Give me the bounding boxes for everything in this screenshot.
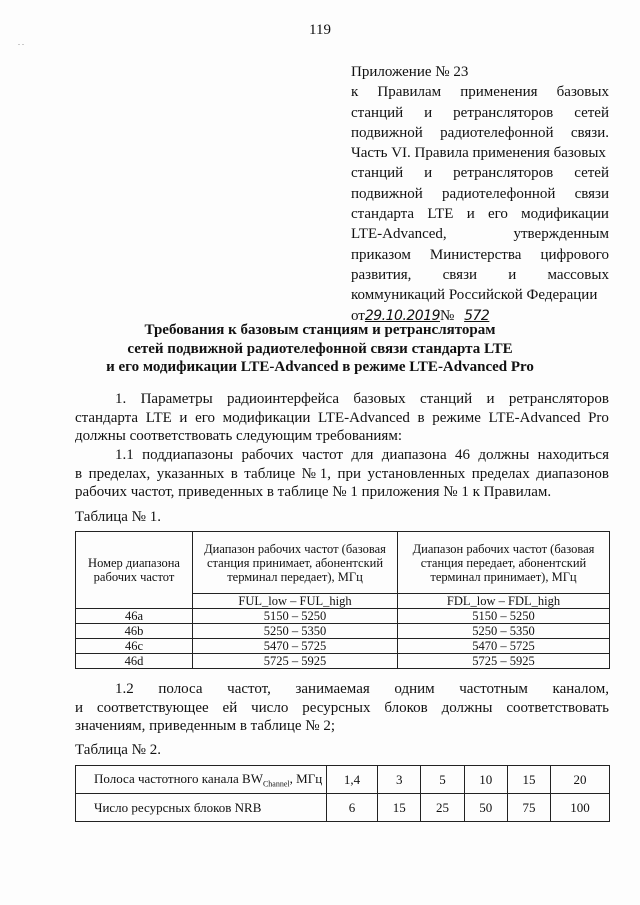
word: 1.1 — [115, 447, 134, 463]
paragraph-line — [75, 409, 609, 428]
paragraph-2 — [75, 446, 609, 502]
table-row — [76, 794, 610, 822]
word: LTE — [145, 409, 172, 426]
word: частот, — [227, 681, 271, 697]
word: цифрового — [540, 246, 609, 263]
word: соответствовать — [506, 699, 609, 716]
word: радиотелефонной — [440, 124, 554, 141]
word: блоков — [384, 699, 428, 716]
paragraph-line — [75, 465, 609, 484]
label-text: , МГц — [289, 770, 323, 786]
word: при — [337, 465, 362, 482]
appendix-line — [351, 265, 609, 285]
word: ретрансляторов — [453, 165, 554, 182]
word: подвижной — [351, 124, 423, 141]
title-line: и его модификации LTE-Advanced в режиме LTE-Advanced Pro — [106, 359, 534, 375]
word: радиотелефонной — [441, 185, 556, 202]
word: одним — [394, 681, 435, 697]
row-label-resource-blocks: Число ресурсных блоков NRB — [76, 794, 327, 822]
title-line: сетей подвижной радиотелефонной связи стандарта LTE — [127, 340, 513, 357]
table-1-caption: Таблица № 1. — [75, 509, 161, 525]
cell-dl: 5150 – 5250 — [398, 609, 610, 624]
cell-value: 6 — [327, 794, 378, 822]
header-band: Номер диапазона рабочих частот — [76, 532, 193, 609]
word: модификации — [222, 409, 311, 426]
word: стандарта — [351, 206, 415, 223]
appendix-line — [351, 82, 609, 102]
word: развития, — [351, 266, 412, 283]
word: должны — [441, 699, 493, 716]
word: модификации — [521, 206, 609, 223]
document-title — [60, 321, 580, 377]
cell-ul: 5470 – 5725 — [193, 639, 398, 654]
word: приказом — [351, 246, 411, 263]
word: занимаемая — [295, 681, 370, 697]
number-prefix: № — [440, 307, 455, 324]
word: сетей — [574, 165, 609, 182]
word: диапазонов — [536, 465, 609, 482]
word: и — [424, 165, 433, 182]
cell-ul: 5725 – 5925 — [193, 654, 398, 669]
word: и — [75, 699, 84, 716]
word: установленных — [367, 465, 466, 482]
table-row — [76, 609, 610, 624]
word: базовых — [353, 391, 406, 407]
table-row — [76, 766, 610, 794]
cell-value: 5 — [421, 766, 464, 794]
subheader-ul: FUL_low – FUL_high — [193, 594, 398, 609]
word: LTE — [427, 206, 454, 223]
word: станций — [351, 165, 404, 182]
paragraph-3 — [75, 680, 609, 736]
cell-band: 46d — [76, 654, 193, 669]
word: и — [486, 391, 495, 407]
word: соответствующее — [96, 699, 209, 716]
word: 1.2 — [115, 681, 134, 697]
word: таблице — [244, 465, 296, 482]
word: в — [417, 409, 425, 426]
word: находиться — [537, 447, 609, 463]
table-header-row — [76, 532, 610, 594]
header-dl: Диапазон рабочих частот (базовая станция передает, абонентский терминал принимает), МГц — [398, 532, 610, 594]
table-row — [76, 654, 610, 669]
word: ретрансляторов — [508, 391, 609, 407]
cell-band: 46a — [76, 609, 193, 624]
word: в — [230, 465, 238, 482]
word: каналом, — [552, 681, 609, 697]
appendix-line — [351, 204, 609, 224]
cell-value: 10 — [464, 766, 507, 794]
table-1 — [75, 531, 610, 669]
paragraph-line — [75, 699, 609, 718]
table-2 — [75, 765, 610, 822]
word: указанных — [156, 465, 225, 482]
word: для — [351, 447, 374, 463]
word: должны — [478, 447, 530, 463]
subheader-dl: FDL_low – FDL_high — [398, 594, 610, 609]
word: 46 — [455, 447, 470, 463]
paragraph-line: значениям, приведенным в таблице № 2; — [75, 718, 335, 734]
word: станций — [419, 391, 473, 407]
paragraph-line — [75, 390, 609, 409]
date-prefix: от — [351, 307, 365, 324]
appendix-line: коммуникаций Российской Федерации — [351, 287, 598, 304]
appendix-line — [351, 184, 609, 204]
cell-value: 25 — [421, 794, 464, 822]
word: Pro — [588, 409, 609, 426]
word: его — [195, 409, 215, 426]
title-line: Требования к базовым станциям и ретрансляторам — [144, 322, 496, 338]
word: LTE-Advanced — [488, 409, 581, 426]
paragraph-line — [75, 446, 609, 465]
word: связи — [574, 185, 609, 202]
word: ей — [222, 699, 238, 716]
paragraph-1 — [75, 390, 609, 446]
appendix-line — [351, 103, 609, 123]
word: и — [508, 266, 517, 283]
word: к — [351, 84, 359, 101]
cell-dl: 5250 – 5350 — [398, 624, 610, 639]
word: ресурсных — [302, 699, 371, 716]
cell-band: 46b — [76, 624, 193, 639]
word: число — [251, 699, 289, 716]
word: и — [466, 206, 475, 223]
appendix-line — [351, 163, 609, 183]
paragraph-line: рабочих частот, приведенных в таблице № 1 приложения № 1 к Правилам. — [75, 484, 552, 500]
word: частотным — [459, 681, 528, 697]
word: применения — [460, 84, 538, 101]
word: связи. — [570, 124, 609, 141]
cell-ul: 5250 – 5350 — [193, 624, 398, 639]
cell-value: 15 — [378, 794, 421, 822]
word: радиоинтерфейса — [227, 391, 340, 407]
word: его — [487, 206, 508, 223]
cell-value: 1,4 — [327, 766, 378, 794]
word: Министерства — [429, 246, 522, 263]
cell-value: 100 — [551, 794, 610, 822]
cell-dl: 5725 – 5925 — [398, 654, 610, 669]
appendix-header — [351, 62, 609, 326]
label-subscript: Channel — [262, 779, 290, 789]
word: № 1, — [301, 465, 331, 482]
word: пределах — [471, 465, 530, 482]
word: Параметры — [140, 391, 213, 407]
word: 1. — [115, 391, 127, 407]
word: связи — [442, 266, 478, 283]
word: ретрансляторов — [453, 104, 554, 121]
word: массовых — [547, 266, 609, 283]
word: Правилам — [377, 84, 442, 101]
label-text: Полоса частотного канала BW — [94, 770, 263, 786]
cell-ul: 5150 – 5250 — [193, 609, 398, 624]
table-2-caption: Таблица № 2. — [75, 742, 161, 758]
scan-marks: . . — [18, 38, 24, 47]
word: полоса — [158, 681, 203, 697]
cell-dl: 5470 – 5725 — [398, 639, 610, 654]
cell-value: 50 — [464, 794, 507, 822]
word: режиме — [432, 409, 481, 426]
appendix-line — [351, 123, 609, 143]
header-ul: Диапазон рабочих частот (базовая станция принимает, абонентский терминал передает), МГц — [193, 532, 398, 594]
cell-value: 20 — [551, 766, 610, 794]
appendix-line: Приложение № 23 — [351, 64, 469, 80]
paragraph-line — [75, 680, 609, 699]
cell-value: 75 — [507, 794, 550, 822]
handwritten-number: 572 — [464, 307, 490, 324]
appendix-line — [351, 245, 609, 265]
word: рабочих — [241, 447, 294, 463]
word: LTE-Advanced — [318, 409, 410, 426]
cell-value: 15 — [507, 766, 550, 794]
paragraph-line: должны соответствовать следующим требованиям: — [75, 428, 402, 444]
word: стандарта — [75, 409, 139, 426]
word: подвижной — [351, 185, 423, 202]
appendix-line — [351, 224, 609, 244]
word: в — [75, 465, 83, 482]
handwritten-date: 29.10.2019 — [364, 307, 441, 324]
page-number: 119 — [309, 22, 331, 38]
word: LTE-Advanced, — [351, 226, 447, 243]
table-row — [76, 624, 610, 639]
cell-band: 46c — [76, 639, 193, 654]
word: сетей — [574, 104, 609, 121]
word: частот — [301, 447, 343, 463]
word: и — [179, 409, 188, 426]
cell-value: 3 — [378, 766, 421, 794]
row-label-bandwidth — [76, 766, 327, 794]
word: поддиапазоны — [142, 447, 234, 463]
word: базовых — [556, 84, 609, 101]
word: утвержденным — [513, 226, 609, 243]
table-row — [76, 639, 610, 654]
word: пределах, — [88, 465, 151, 482]
word: станций — [351, 104, 404, 121]
word: и — [424, 104, 433, 121]
word: диапазона — [381, 447, 447, 463]
appendix-line: Часть VI. Правила применения базовых — [351, 145, 606, 162]
